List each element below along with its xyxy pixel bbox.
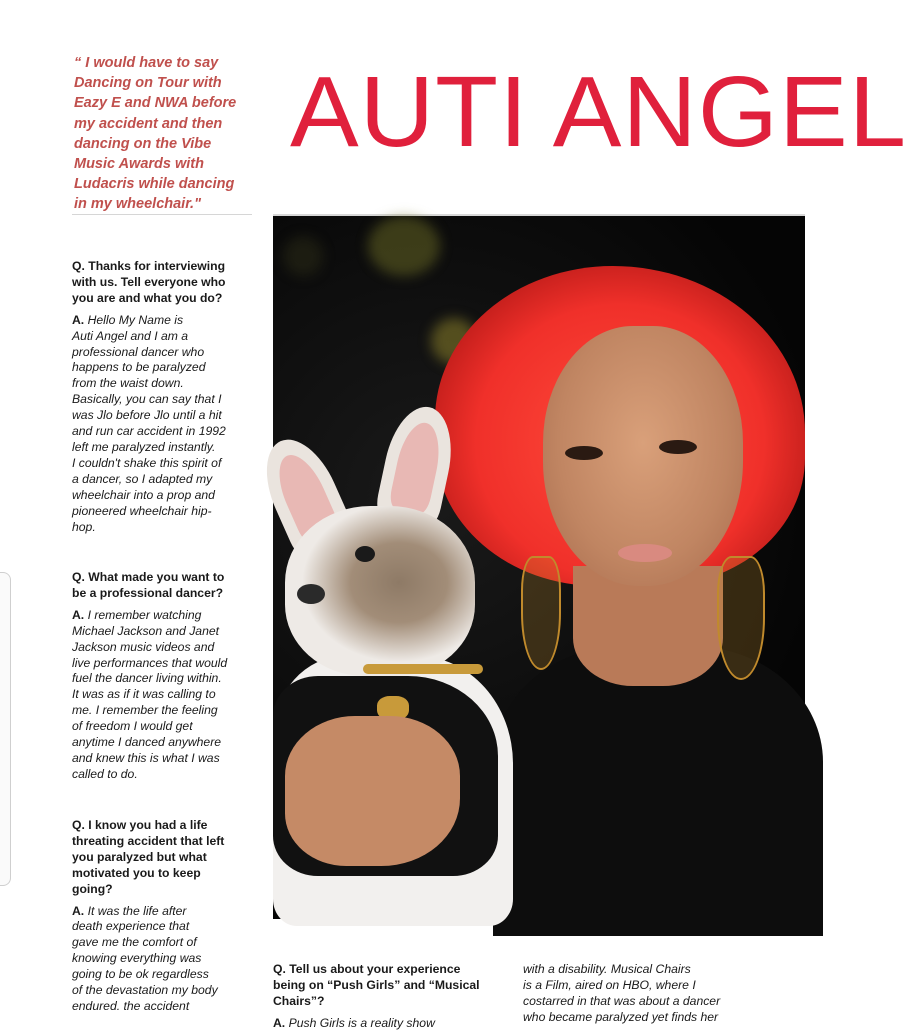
pull-quote-line: Ludacris while dancing [74, 176, 235, 193]
answer-line: death experience that [72, 919, 190, 934]
pull-quote-line: in my wheelchair." [74, 196, 201, 213]
question-line: Q. What made you want to [72, 570, 225, 584]
answer-line: hop. [72, 519, 96, 534]
answer-line [72, 608, 248, 624]
pull-quote-line: “ I would have to say [74, 55, 219, 71]
pull-quote [74, 53, 264, 215]
answer-line: left me paralyzed instantly. [72, 439, 216, 454]
answer-line: me. I remember the feeling [72, 703, 218, 718]
answer [72, 608, 248, 783]
answer-line: live performances that would [72, 655, 228, 670]
answer-line: a dancer, so I adapted my [72, 471, 213, 486]
pull-quote-line: dancing on the Vibe [74, 135, 212, 152]
answer-line [273, 1016, 513, 1032]
answer-line: wheelchair into a prop and [72, 487, 215, 502]
answer [72, 904, 248, 1015]
question-line: going? [72, 881, 113, 896]
answer-line: fuel the dancer living within. [72, 671, 222, 686]
answer-line: and knew this is what I was [72, 750, 220, 765]
answer-text: Hello My Name is [87, 312, 184, 327]
answer-text: I remember watching [87, 607, 202, 622]
answer-prefix: A. [273, 1015, 286, 1030]
bokeh-light [283, 236, 323, 276]
pull-quote-line: Dancing on Tour with [74, 75, 222, 92]
pull-quote-line: Eazy E and NWA before [74, 95, 237, 112]
answer-line: anytime I danced anywhere [72, 735, 222, 750]
answer-line: I couldn't shake this spirit of [72, 455, 222, 470]
page-edge [0, 572, 11, 886]
question-line: Q. I know you had a life [72, 818, 208, 832]
answer-prefix: A. [72, 607, 85, 622]
answer-prefix: A. [72, 903, 85, 918]
question [273, 962, 513, 1010]
answer-line [72, 904, 248, 920]
woman-top [493, 646, 823, 936]
answer-prefix: A. [72, 312, 85, 327]
answer [273, 1016, 513, 1032]
answer-line: called to do. [72, 766, 138, 781]
interview-section-2 [72, 570, 248, 783]
pull-quote-line: my accident and then [74, 115, 223, 132]
question-line: with us. Tell everyone who [72, 274, 226, 289]
answer-line: of the devastation my body [72, 983, 218, 998]
right-column-text [523, 962, 783, 1026]
answer-continued [523, 962, 783, 1026]
question-line: threating accident that left [72, 833, 225, 848]
question [72, 570, 248, 602]
answer-line: from the waist down. [72, 376, 184, 391]
answer-line: endured. the accident [72, 998, 190, 1013]
answer-line: pioneered wheelchair hip- [72, 503, 212, 518]
interview-section-4 [273, 962, 513, 1032]
woman-lips [618, 544, 672, 562]
question [72, 818, 248, 898]
question-line: you paralyzed but what [72, 849, 207, 864]
question-line: you are and what you do? [72, 290, 223, 305]
earring-right [717, 556, 765, 680]
portrait-photo [273, 214, 805, 919]
dog-collar [363, 664, 483, 674]
answer-line: happens to be paralyzed [72, 360, 206, 375]
answer-line: going to be ok regardless [72, 967, 209, 982]
question [72, 259, 248, 307]
answer-line: is a Film, aired on HBO, where I [523, 977, 696, 992]
woman-eye-right [659, 440, 697, 454]
question-line: motivated you to keep [72, 865, 201, 880]
answer-line: knowing everything was [72, 951, 202, 966]
interview-section-3 [72, 818, 248, 1015]
woman-hand [285, 716, 460, 866]
answer-line: of freedom I would get [72, 719, 193, 734]
bokeh-light [368, 216, 440, 276]
answer-line: professional dancer who [72, 344, 205, 359]
answer-line: Auti Angel and I am a [72, 328, 189, 343]
answer-line [72, 313, 248, 329]
answer [72, 313, 248, 536]
earring-left [521, 556, 561, 670]
question-line: being on “Push Girls” and “Musical [273, 977, 480, 992]
answer-line: with a disability. Musical Chairs [523, 962, 691, 976]
interview-section-1 [72, 259, 248, 535]
answer-line: and run car accident in 1992 [72, 424, 226, 439]
question-line: Chairs”? [273, 993, 325, 1008]
answer-line: was Jlo before Jlo until a hit [72, 408, 222, 423]
question-line: be a professional dancer? [72, 585, 224, 600]
dog-eye [355, 546, 375, 562]
answer-line: who became paralyzed yet finds her [523, 1009, 719, 1024]
question-line: Q. Thanks for interviewing [72, 259, 226, 273]
page-title: AUTI ANGEL [290, 56, 907, 168]
answer-text: Push Girls is a reality show [288, 1015, 435, 1030]
answer-line: Basically, you can say that I [72, 392, 222, 407]
pull-quote-line: Music Awards with [74, 156, 204, 173]
woman-eye-left [565, 446, 603, 460]
dog-nose [297, 584, 325, 604]
answer-line: Jackson music videos and [72, 639, 215, 654]
answer-line: Michael Jackson and Janet [72, 623, 220, 638]
answer-text: It was the life after [87, 903, 187, 918]
answer-line: gave me the comfort of [72, 935, 197, 950]
quote-divider [72, 214, 252, 215]
answer-line: It was as if it was calling to [72, 687, 216, 702]
answer-line: costarred in that was about a dancer [523, 993, 721, 1008]
question-line: Q. Tell us about your experience [273, 962, 461, 976]
